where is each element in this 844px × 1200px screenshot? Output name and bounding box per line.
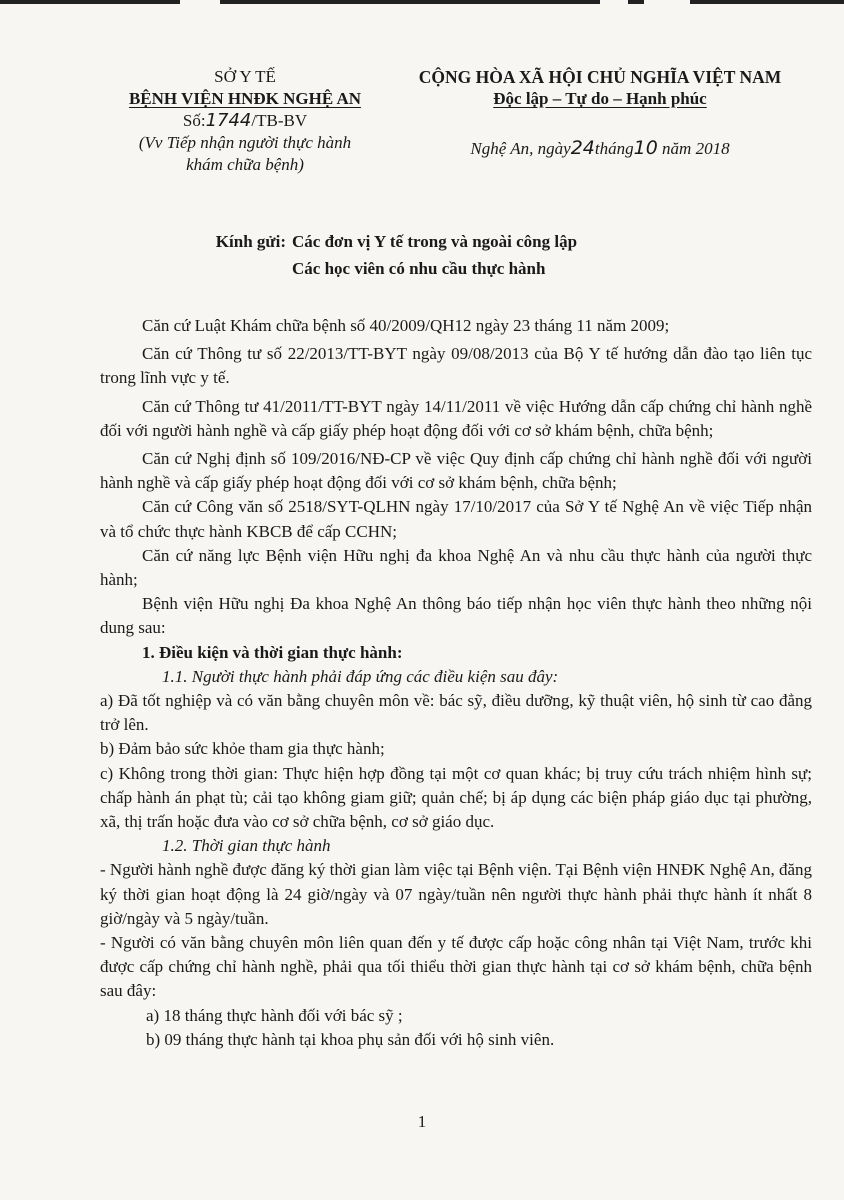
department-name: SỞ Y TẾ: [214, 67, 276, 86]
time-requirement-midwife: b) 09 tháng thực hành tại khoa phụ sản đối với hộ sinh viên.: [146, 1029, 555, 1049]
time-requirement-2: - Người có văn bằng chuyên môn liên quan đến y tế được cấp hoặc công nhân tại Việt Nam, trước khi được cấp chứng chỉ hành nghề, phải qua tối thiểu thời gian thực hành tại cơ sở khám bệnh, chữa bệnh sau đây:: [100, 933, 812, 1001]
document-body: [100, 314, 812, 1052]
time-requirement-doctor: a) 18 tháng thực hành đối với bác sỹ ;: [146, 1005, 403, 1025]
page-number: 1: [417, 1112, 427, 1131]
scan-edge-marks: [0, 0, 844, 6]
subject-line-1: (Vv Tiếp nhận người thực hành: [138, 133, 352, 152]
section-1-1-heading: 1.1. Người thực hành phải đáp ứng các điều kiện sau đây:: [162, 666, 559, 686]
announcement-intro: Bệnh viện Hữu nghị Đa khoa Nghệ An thông báo tiếp nhận học viên thực hành theo những nội dung sau:: [100, 594, 812, 638]
legal-basis-6: Căn cứ năng lực Bệnh viện Hữu nghị đa khoa Nghệ An và nhu cầu thực hành của người thực hành;: [100, 545, 812, 590]
time-requirement-1: - Người hành nghề được đăng ký thời gian làm việc tại Bệnh viện. Tại Bệnh viện HNĐK Nghệ An, đăng ký thời gian hoạt động là 24 giờ/ngày và 07 ngày/tuần nên người thực hành phải thực hành ít nhất 8 giờ/ngày và 5 ngày/tuần.: [100, 860, 812, 928]
legal-basis-3: Căn cứ Thông tư 41/2011/TT-BYT ngày 14/11/2011 về việc Hướng dẫn cấp chứng chỉ hành nghề đối với người hành nghề và cấp giấy phép hoạt động đối với cơ sở khám bệnh, chữa bệnh;: [100, 396, 812, 440]
document-number-prefix: Số:: [182, 111, 206, 130]
date-prefix: Nghệ An, ngày: [470, 139, 571, 158]
document-number: [100, 110, 390, 132]
section-1-heading: 1. Điều kiện và thời gian thực hành:: [142, 642, 403, 662]
date-year: năm 2018: [662, 139, 730, 158]
issuing-authority-block: [100, 66, 390, 176]
document-number-suffix: /TB-BV: [251, 111, 308, 130]
national-title: CỘNG HÒA XÃ HỘI CHỦ NGHĨA VIỆT NAM: [418, 67, 782, 87]
legal-basis-5: Căn cứ Công văn số 2518/SYT-QLHN ngày 17/10/2017 của Sở Y tế Nghệ An về việc Tiếp nhận và tổ chức thực hành KBCB để cấp CCHN;: [100, 497, 812, 541]
recipient-line-2: Các học viên có nhu cầu thực hành: [292, 259, 546, 278]
section-1-2-heading: 1.2. Thời gian thực hành: [162, 836, 331, 856]
recipients-block: [150, 228, 790, 282]
handwritten-day: 24: [570, 137, 595, 159]
condition-c: c) Không trong thời gian: Thực hiện hợp đồng tại một cơ quan khác; bị truy cứu trách nhiệm hình sự; chấp hành án phạt tù; cải tạo không giam giữ; quản chế; bị áp dụng các biện pháp giáo dục tại phường, xã, thị trấn hoặc đưa vào cơ sở chữa bệnh, cơ sở giáo dục.: [100, 763, 812, 832]
hospital-name: BỆNH VIỆN HNĐK NGHỆ AN: [128, 89, 362, 108]
recipients-label: Kính gửi:: [215, 232, 286, 251]
condition-a: a) Đã tốt nghiệp và có văn bằng chuyên môn về: bác sỹ, điều dưỡng, kỹ thuật viên, hộ sinh từ cao đẳng trở lên.: [100, 691, 812, 735]
subject-line-2: khám chữa bệnh): [186, 155, 304, 174]
handwritten-number: 1744: [205, 110, 252, 131]
legal-basis-1: Căn cứ Luật Khám chữa bệnh số 40/2009/QH12 ngày 23 tháng 11 năm 2009;: [142, 316, 670, 335]
date-month-label: tháng: [594, 139, 634, 158]
national-heading-block: [390, 66, 810, 160]
condition-b: b) Đảm bảo sức khỏe tham gia thực hành;: [100, 739, 385, 759]
national-motto: Độc lập – Tự do – Hạnh phúc: [493, 89, 707, 108]
legal-basis-2: Căn cứ Thông tư số 22/2013/TT-BYT ngày 09/08/2013 của Bộ Y tế hướng dẫn đào tạo liên tục trong lĩnh vực y tế.: [100, 344, 812, 388]
recipient-line-1: Các đơn vị Y tế trong và ngoài công lập: [292, 232, 578, 251]
handwritten-month: 10: [633, 137, 658, 159]
issue-date: [390, 137, 810, 160]
legal-basis-4: Căn cứ Nghị định số 109/2016/NĐ-CP về việc Quy định cấp chứng chỉ hành nghề đối với người hành nghề và cấp giấy phép hoạt động đối với cơ sở khám bệnh, chữa bệnh;: [100, 449, 812, 493]
